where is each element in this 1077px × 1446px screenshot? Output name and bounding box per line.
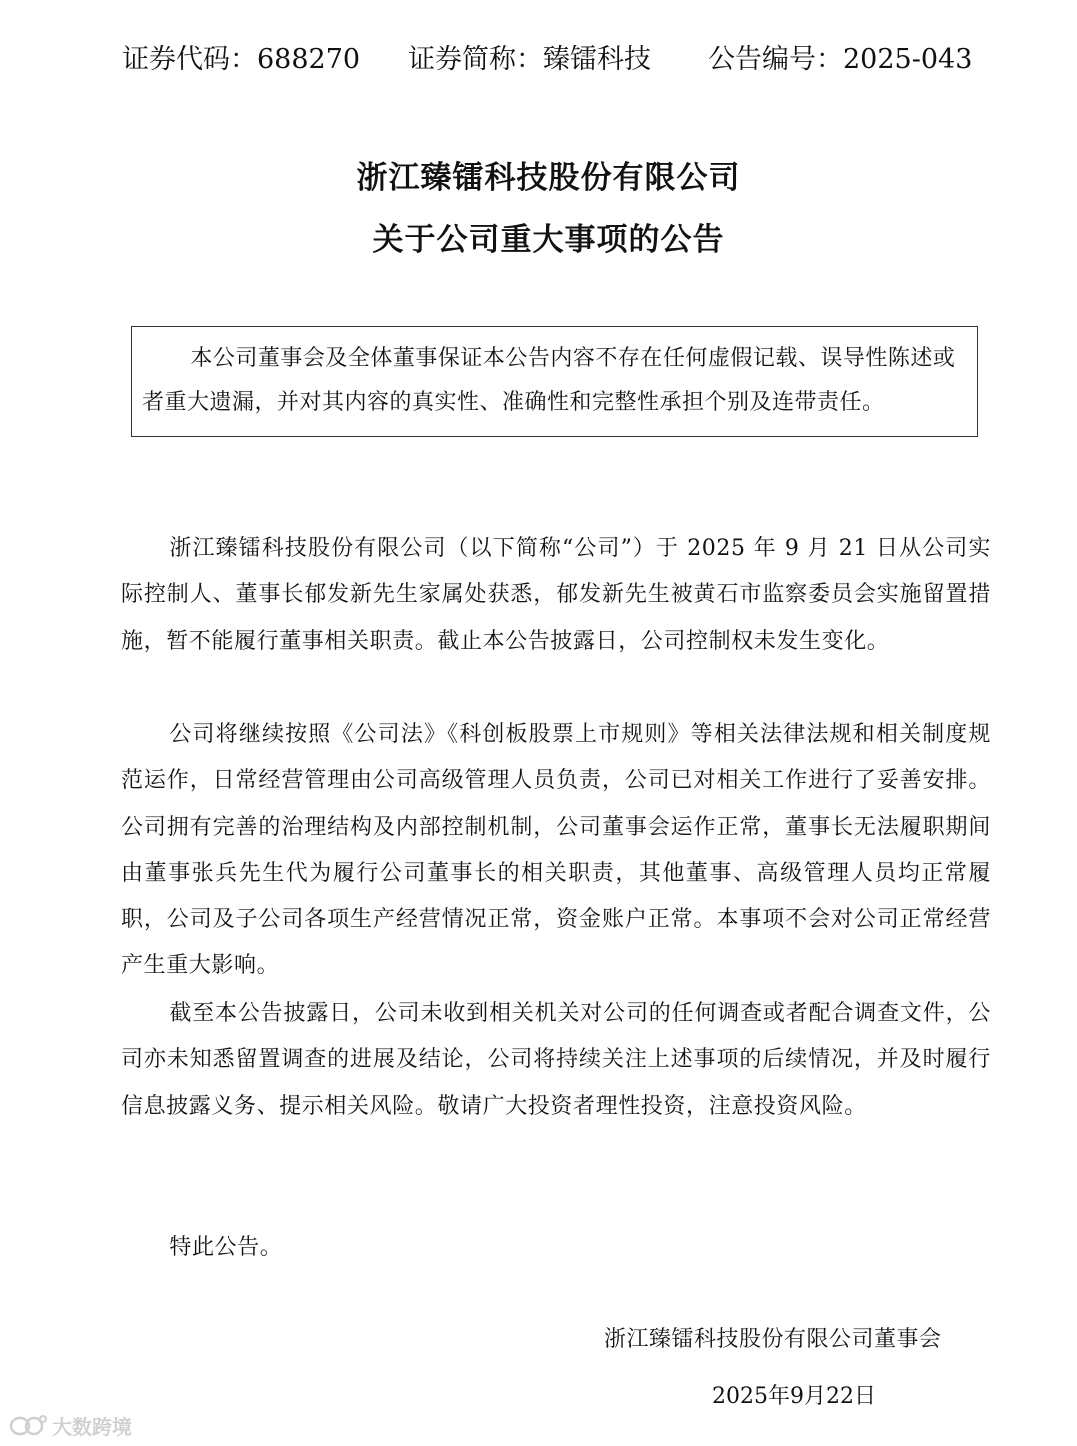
- security-code: 证券代码：688270: [122, 44, 361, 75]
- watermark: [8, 1410, 132, 1440]
- body-paragraph-2: 公司将继续按照《公司法》《科创板股票上市规则》等相关法律法规和相关制度规范运作，日常经营管理由公司高级管理人员负责，公司已对相关工作进行了妥善安排。公司拥有完善的治理结构及内部控制机制，公司董事会运作正常，董事长无法履职期间由董事张兵先生代为履行公司董事长的相关职责，其他董事、高级管理人员均正常履职，公司及子公司各项生产经营情况正常，资金账户正常。本事项不会对公司正常经营产生重大影响。: [121, 722, 991, 979]
- body-paragraph-1: 浙江臻镭科技股份有限公司（以下简称“公司”）于 2025 年 9 月 21 日从公司实际控制人、董事长郁发新先生家属处获悉，郁发新先生被黄石市监察委员会实施留置措施，暂不能履行董事相关职责。截止本公告披露日，公司控制权未发生变化。: [121, 536, 992, 654]
- security-short-name: 证券简称：臻镭科技: [408, 44, 651, 75]
- announcement-number: 公告编号：2025-043: [708, 44, 973, 75]
- disclaimer-box: 本公司董事会及全体董事保证本公告内容不存在任何虚假记载、误导性陈述或者重大遗漏，并对其内容的真实性、准确性和完整性承担个别及连带责任。: [131, 326, 978, 437]
- body-paragraph-3: 截至本公告披露日，公司未收到相关机关对公司的任何调查或者配合调查文件，公司亦未知悉留置调查的进展及结论，公司将持续关注上述事项的后续情况，并及时履行信息披露义务、提示相关风险。敬请广大投资者理性投资，注意投资风险。: [121, 1001, 991, 1119]
- company-title: 浙江臻镭科技股份有限公司: [356, 160, 741, 196]
- watermark-text: 大数跨境: [52, 1414, 132, 1439]
- signature-company: 浙江臻镭科技股份有限公司董事会: [604, 1327, 942, 1352]
- watermark-logo-icon: [8, 1412, 48, 1438]
- announcement-title: 关于公司重大事项的公告: [372, 222, 725, 258]
- closing-statement: 特此公告。: [169, 1235, 283, 1260]
- document-header: [0, 40, 1077, 80]
- signature-date: 2025年9月22日: [712, 1384, 876, 1409]
